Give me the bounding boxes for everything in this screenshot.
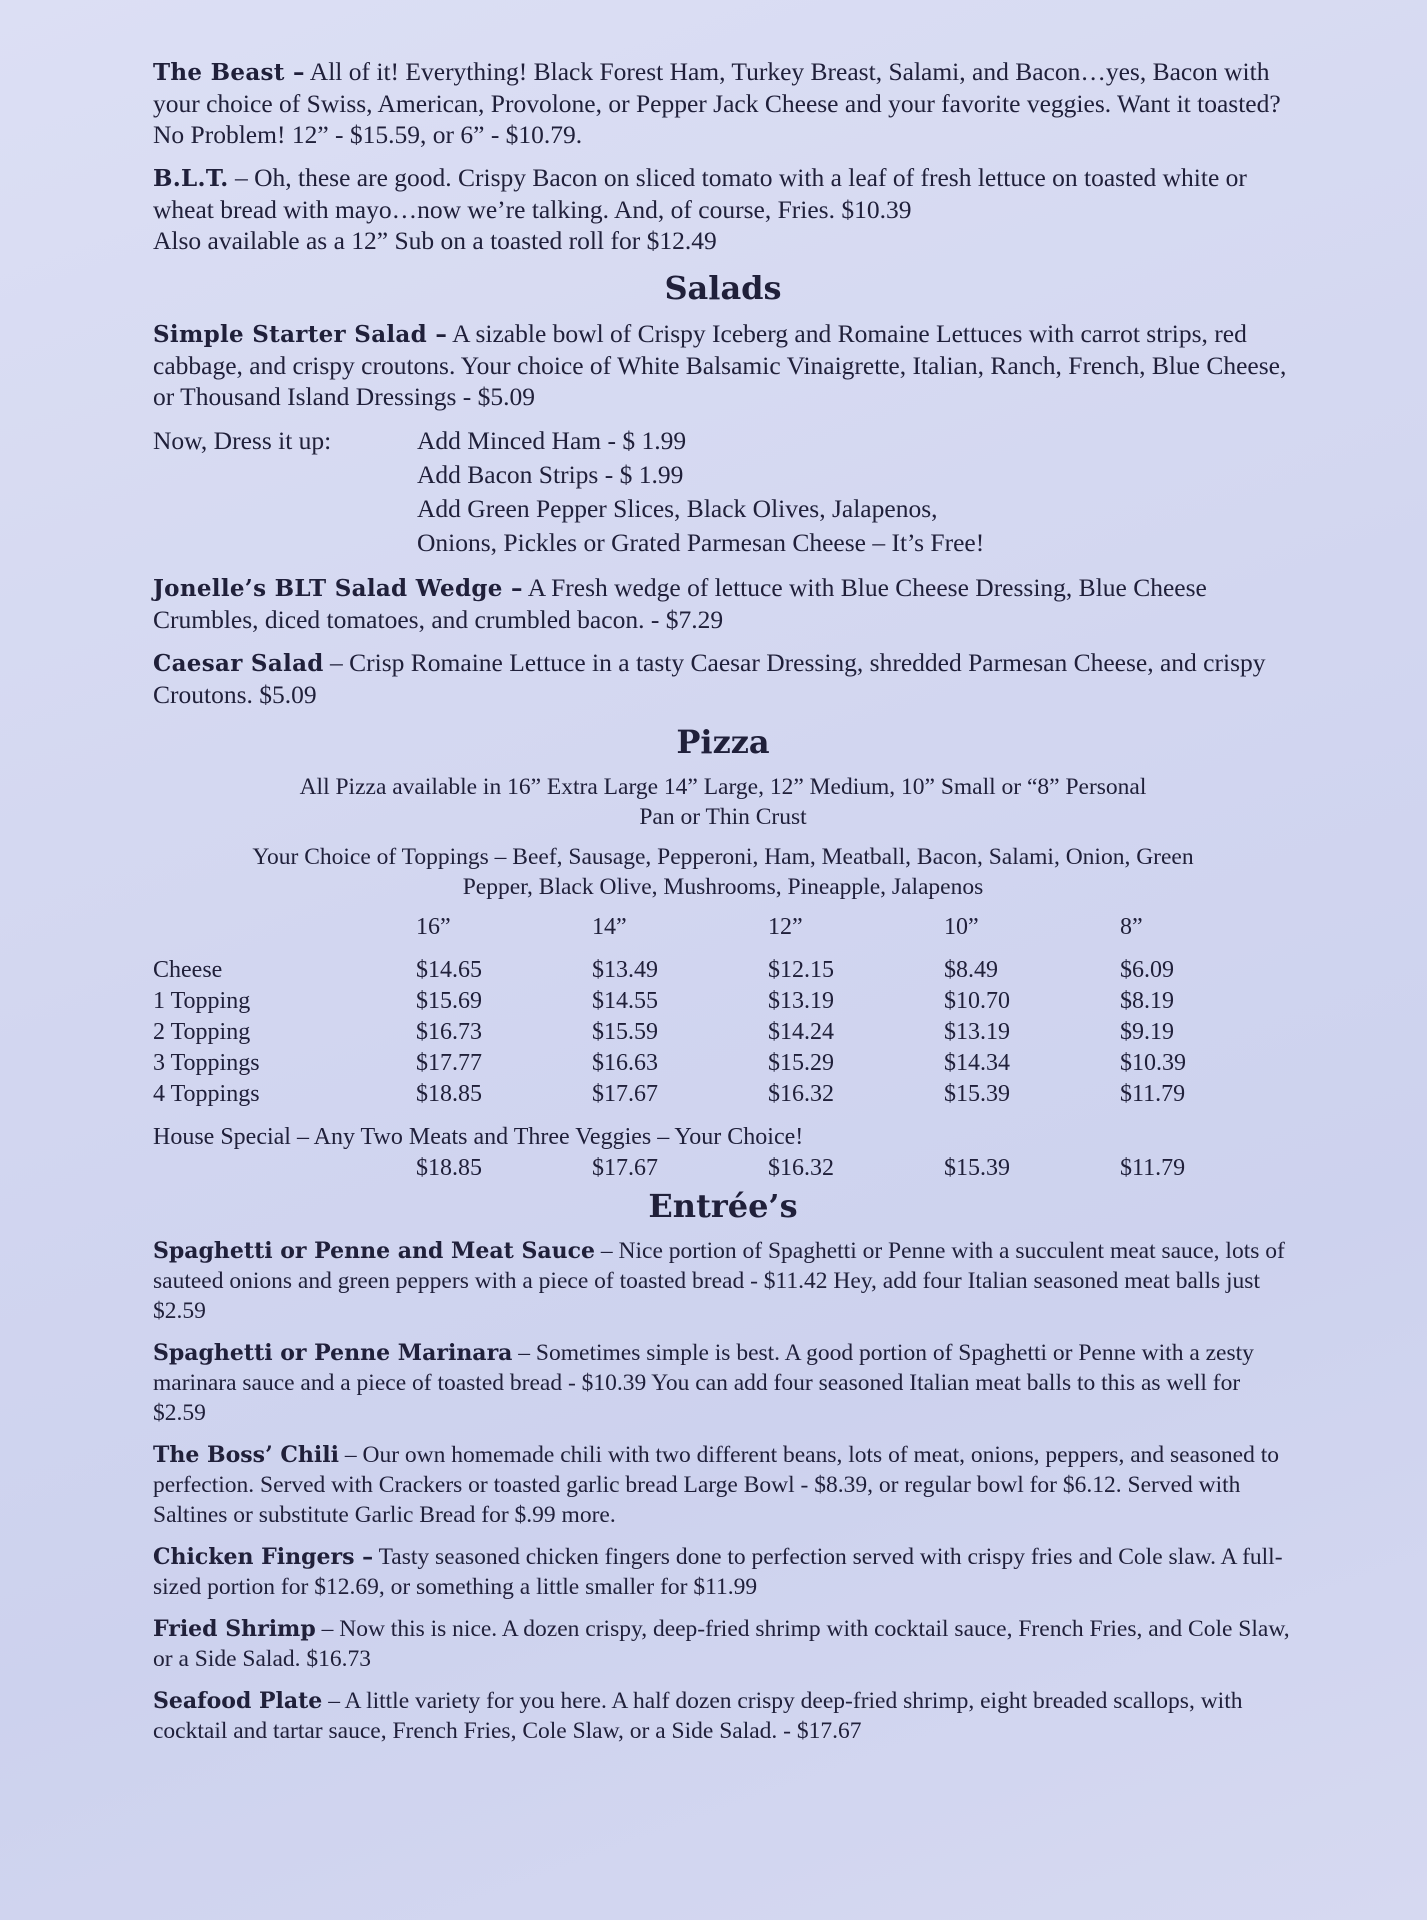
item-extra: Also available as a 12” Sub on a toasted roll for $12.49: [153, 226, 717, 255]
option-line: Onions, Pickles or Grated Parmesan Cheese – It’s Free!: [417, 528, 985, 557]
row-label: 2 Topping: [153, 1019, 251, 1045]
item-description: All of it! Everything! Black Forest Ham, Turkey Breast, Salami, and Bacon…yes, Bacon with your choice of Swiss, American, Provolone, or Pepper Jack Cheese and your favorite veggies. Want it toasted? No Problem! 12” - $15.59, or 6” - $10.79.: [153, 57, 1281, 149]
row-label: 3 Toppings: [153, 1050, 260, 1076]
price-cell: $15.59: [592, 1019, 658, 1045]
table-row: [153, 986, 1233, 1017]
price-cell: $13.19: [944, 1019, 1010, 1045]
size-header: 10”: [944, 914, 979, 940]
pizza-price-table: [153, 912, 1233, 1110]
price-cell: $15.39: [944, 1155, 1010, 1181]
section-title-salads: Salads: [664, 269, 782, 307]
table-row: [153, 1079, 1233, 1110]
item-name: Spaghetti or Penne and Meat Sauce: [153, 1238, 596, 1264]
option-line: Add Bacon Strips - $ 1.99: [417, 460, 684, 489]
size-header: 14”: [592, 914, 627, 940]
toppings-line: Your Choice of Toppings – Beef, Sausage, Pepperoni, Ham, Meatball, Bacon, Salami, Onion, Green: [252, 844, 1194, 870]
house-special-prices: [153, 1153, 1233, 1184]
price-cell: $16.73: [416, 1019, 482, 1045]
pizza-availability: [153, 772, 1293, 832]
menu-item-the-beast: [153, 56, 1293, 150]
price-cell: $11.79: [1120, 1081, 1186, 1107]
table-row: [153, 955, 1233, 986]
dress-it-up: [153, 424, 1293, 560]
price-cell: $13.19: [768, 988, 834, 1014]
price-cell: $18.85: [416, 1155, 482, 1181]
price-cell: $16.32: [768, 1155, 834, 1181]
price-cell: $14.55: [592, 988, 658, 1014]
item-name: Jonelle’s BLT Salad Wedge –: [153, 575, 523, 602]
item-name: The Beast –: [153, 59, 305, 86]
item-name: Fried Shrimp: [153, 1616, 316, 1642]
item-description: – Now this is nice. A dozen crispy, deep-fried shrimp with cocktail sauce, French Fries, and Cole Slaw, or a Side Salad. $16.73: [153, 1616, 1290, 1672]
price-cell: $9.19: [1120, 1019, 1174, 1045]
menu-item-blt: [153, 162, 1293, 256]
price-cell: $16.32: [768, 1081, 834, 1107]
option-line: Add Green Pepper Slices, Black Olives, Jalapenos,: [417, 494, 938, 523]
section-title-entrees: Entrée’s: [648, 1187, 798, 1225]
item-description: – Sometimes simple is best. A good portion of Spaghetti or Penne with a zesty marinara sauce and a piece of toasted bread - $10.39 You can add four seasoned Italian meat balls to this as well for $2.59: [153, 1340, 1254, 1426]
item-name: Caesar Salad: [153, 650, 324, 677]
price-cell: $10.70: [944, 988, 1010, 1014]
price-cell: $18.85: [416, 1081, 482, 1107]
menu-item-spaghetti-meat-sauce: [153, 1236, 1293, 1326]
item-name: Seafood Plate: [153, 1688, 323, 1714]
dress-it-up-label: Now, Dress it up:: [153, 426, 332, 455]
price-cell: $16.63: [592, 1050, 658, 1076]
availability-line: All Pizza available in 16” Extra Large 14” Large, 12” Medium, 10” Small or “8” Personal: [299, 774, 1147, 800]
item-name: The Boss’ Chili: [153, 1442, 339, 1468]
price-cell: $8.49: [944, 957, 998, 983]
item-description: – Crisp Romaine Lettuce in a tasty Caesar Dressing, shredded Parmesan Cheese, and crispy Croutons. $5.09: [153, 648, 1266, 709]
price-cell: $14.65: [416, 957, 482, 983]
menu-item-jonelles-blt-salad-wedge: [153, 572, 1293, 635]
item-description: A Fresh wedge of lettuce with Blue Cheese Dressing, Blue Cheese Crumbles, diced tomatoes, and crumbled bacon. - $7.29: [153, 573, 1207, 634]
size-header-row: [153, 912, 1233, 955]
row-label: Cheese: [153, 957, 223, 983]
section-title-pizza: Pizza: [676, 723, 770, 761]
price-cell: $6.09: [1120, 957, 1174, 983]
dress-it-up-options: [417, 424, 984, 560]
price-cell: $10.39: [1120, 1050, 1186, 1076]
table-row: [153, 1153, 1233, 1184]
menu-item-chicken-fingers: [153, 1542, 1293, 1602]
availability-line: Pan or Thin Crust: [639, 804, 807, 830]
option-line: Add Minced Ham - $ 1.99: [417, 426, 687, 455]
item-description: – Our own homemade chili with two different beans, lots of meat, onions, peppers, and seasoned to perfection. Served with Crackers or toasted garlic bread Large Bowl - $8.39, or regular bowl for $6.12. Served with Saltines or substitute Garlic Bread for $.99 more.: [153, 1442, 1279, 1528]
house-special: House Special – Any Two Meats and Three Veggies – Your Choice!: [153, 1124, 804, 1150]
menu-item-seafood-plate: [153, 1686, 1293, 1746]
price-cell: $15.29: [768, 1050, 834, 1076]
price-cell: $13.49: [592, 957, 658, 983]
size-header: 8”: [1120, 914, 1143, 940]
item-description: – A little variety for you here. A half dozen crispy deep-fried shrimp, eight breaded scallops, with cocktail and tartar sauce, French Fries, Cole Slaw, or a Side Salad. - $17.67: [153, 1688, 1243, 1744]
item-description: A sizable bowl of Crispy Iceberg and Romaine Lettuces with carrot strips, red cabbage, and crispy croutons. Your choice of White Balsamic Vinaigrette, Italian, Ranch, French, Blue Cheese, or Thousand Island Dressings - $5.09: [153, 319, 1287, 411]
row-label: 4 Toppings: [153, 1081, 260, 1107]
price-cell: $15.39: [944, 1081, 1010, 1107]
row-label: 1 Topping: [153, 988, 251, 1014]
item-name: Simple Starter Salad –: [153, 321, 448, 348]
table-row: [153, 1017, 1233, 1048]
pizza-toppings: [153, 842, 1293, 902]
price-cell: $8.19: [1120, 988, 1174, 1014]
item-description: – Oh, these are good. Crispy Bacon on sliced tomato with a leaf of fresh lettuce on toasted white or wheat bread with mayo…now we’re talking. And, of course, Fries. $10.39: [153, 163, 1247, 224]
item-name: Chicken Fingers –: [153, 1544, 374, 1570]
menu-page: [153, 56, 1293, 1758]
size-header: 16”: [416, 914, 451, 940]
price-cell: $14.24: [768, 1019, 834, 1045]
menu-item-simple-starter-salad: [153, 318, 1293, 412]
item-name: Spaghetti or Penne Marinara: [153, 1340, 513, 1366]
item-description: Tasty seasoned chicken fingers done to perfection served with crispy fries and Cole slaw. A full-sized portion for $12.69, or something a little smaller for $11.99: [153, 1544, 1283, 1600]
menu-item-spaghetti-marinara: [153, 1338, 1293, 1428]
menu-item-fried-shrimp: [153, 1614, 1293, 1674]
menu-item-caesar-salad: [153, 647, 1293, 710]
price-cell: $12.15: [768, 957, 834, 983]
menu-item-boss-chili: [153, 1440, 1293, 1530]
price-cell: $14.34: [944, 1050, 1010, 1076]
price-cell: $17.77: [416, 1050, 482, 1076]
price-cell: $17.67: [592, 1155, 658, 1181]
price-cell: $15.69: [416, 988, 482, 1014]
item-description: – Nice portion of Spaghetti or Penne with a succulent meat sauce, lots of sauteed onions and green peppers with a piece of toasted bread - $11.42 Hey, add four Italian seasoned meat balls just $2.59: [153, 1238, 1285, 1324]
table-row: [153, 1048, 1233, 1079]
toppings-line: Pepper, Black Olive, Mushrooms, Pineapple, Jalapenos: [462, 874, 984, 900]
item-name: B.L.T.: [153, 165, 229, 192]
size-header: 12”: [768, 914, 803, 940]
price-cell: $11.79: [1120, 1155, 1186, 1181]
price-cell: $17.67: [592, 1081, 658, 1107]
